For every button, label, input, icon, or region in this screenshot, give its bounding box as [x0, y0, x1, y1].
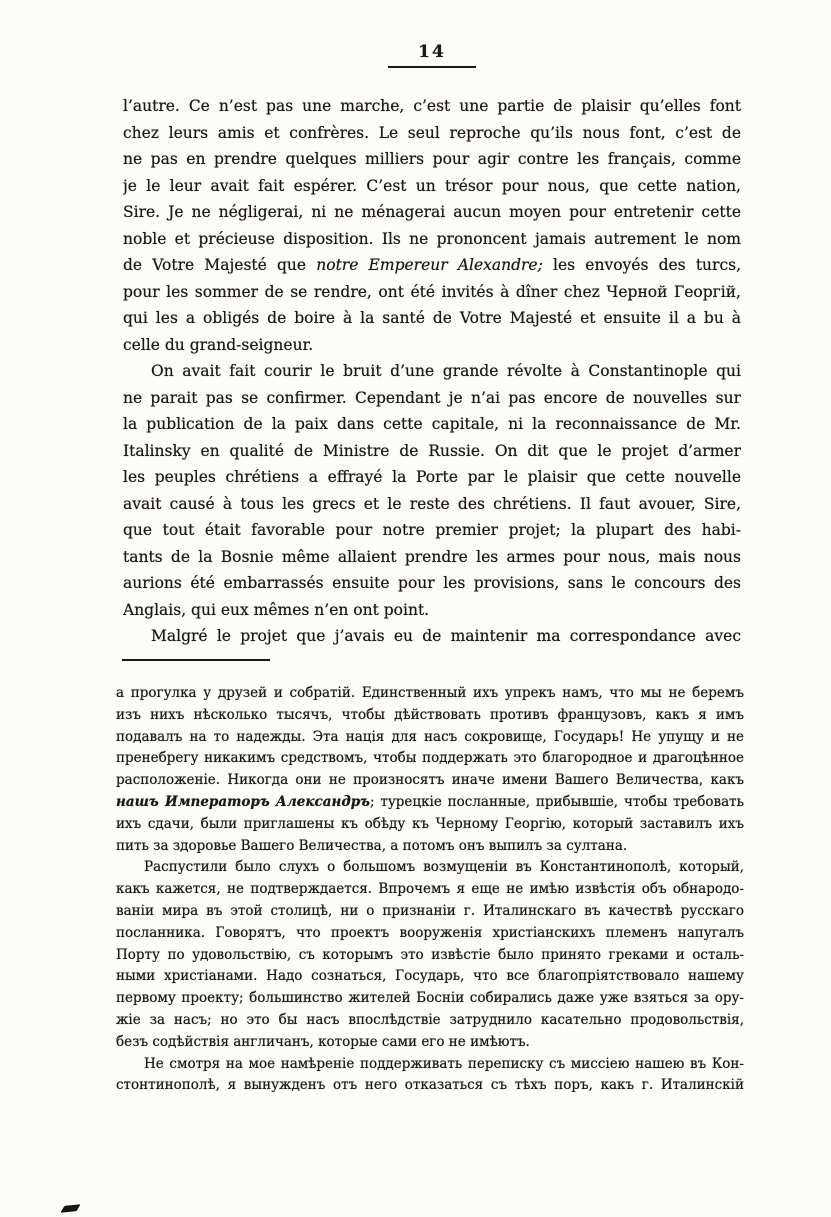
text-segment: ; турецкіе посланные, прибывшіе, чтобы требовать: [369, 793, 744, 810]
text-segment: On avait fait courir le bruit d’une grande révolte à Constantinople qui: [151, 362, 741, 380]
text-line: [123, 252, 741, 279]
text-segment: изъ нихъ нѣсколько тысячъ, чтобы дѣйствовать противъ французовъ, какъ я имъ: [116, 706, 744, 723]
text-segment: Sire. Je ne négligerai, ni ne ménagerai aucun moyen pour entretenir cette: [123, 203, 741, 221]
text-line: [123, 438, 741, 465]
text-segment: пить за здоровье Вашего Величества, а потомъ онъ выпилъ за султана.: [116, 837, 628, 854]
text-line: [123, 332, 741, 359]
text-segment: какъ кажется, не подтверждается. Впрочемъ я еще не имѣю извѣстія объ обнародо-: [116, 881, 744, 898]
text-line: [123, 305, 741, 332]
text-segment: ваніи мира въ этой столицѣ, ни о признаніи г. Италинскаго въ качествѣ русскаго: [116, 902, 744, 919]
text-segment: aurions été embarrassés ensuite pour les provisions, sans le concours des: [123, 574, 741, 592]
print-artifact: [60, 1204, 80, 1213]
text-segment: je le leur avait fait espérer. C’est un trésor pour nous, que cette nation,: [123, 176, 741, 195]
text-segment: tants de la Bosnie même allaient prendre les armes pour nous, mais nous: [123, 547, 741, 566]
footnote-separator: [122, 659, 270, 661]
text-line: [123, 93, 741, 120]
text-segment: подавалъ на то надежды. Эта нація для насъ сокровище, Государь! Не упущу и не: [116, 728, 744, 745]
text-segment: qui les a obligés de boire à la santé de Votre Majesté et ensuite il a bu à: [123, 309, 741, 327]
text-line: [123, 597, 741, 624]
text-segment: посланника. Говорятъ, что проектъ вооруженія христіанскихъ племенъ напугалъ: [116, 924, 744, 941]
text-line: [116, 1075, 744, 1097]
page-number-rule: [388, 66, 476, 68]
text-line: [123, 411, 741, 438]
text-line: [116, 792, 744, 814]
text-line: [116, 705, 744, 727]
emphasized-text: нашъ Императоръ Александръ: [116, 793, 370, 810]
text-line: [116, 879, 744, 901]
text-segment: Не смотря на мое намѣреніе поддерживать переписку съ миссіею нашею въ Кон-: [144, 1055, 744, 1072]
text-segment: les envoyés des turcs,: [542, 256, 741, 274]
text-line: [116, 1010, 744, 1032]
text-segment: l’autre. Ce n’est pas une marche, c’est une partie de plaisir qu’elles font: [123, 97, 741, 115]
text-line: [116, 836, 744, 858]
text-line: [116, 966, 744, 988]
text-segment: ne pas en prendre quelques milliers pour agir contre les français, comme: [123, 150, 741, 168]
text-line: [116, 988, 744, 1010]
text-segment: а прогулка у друзей и собратій. Единственный ихъ упрекъ намъ, что мы не беремъ: [116, 685, 744, 701]
text-line: [123, 623, 741, 650]
text-line: [123, 544, 741, 571]
text-line: [123, 358, 741, 385]
text-line: [123, 199, 741, 226]
text-segment: chez leurs amis et confrères. Le seul reproche qu’ils nous font, c’est de: [123, 123, 741, 142]
main-text-french: [123, 93, 741, 650]
text-line: [116, 1054, 744, 1076]
text-segment: ихъ сдачи, были приглашены къ обѣду къ Черному Георгію, который заставилъ ихъ: [116, 815, 744, 832]
emphasized-text: notre Empereur Alexandre;: [316, 256, 543, 274]
text-segment: Anglais, qui eux mêmes n’en ont point.: [123, 600, 430, 619]
text-line: [123, 570, 741, 597]
text-segment: Malgré le projet que j’avais eu de maintenir ma correspondance avec: [151, 627, 741, 645]
text-segment: la publication de la paix dans cette capitale, ni la reconnaissance de Mr.: [123, 415, 741, 433]
text-segment: noble et précieuse disposition. Ils ne prononcent jamais autrement le nom: [123, 229, 741, 248]
text-segment: de Votre Majesté que: [123, 256, 317, 274]
text-segment: pour les sommer de se rendre, ont été invités à dîner chez Черной Георгій,: [123, 282, 741, 301]
text-line: [123, 464, 741, 491]
text-line: [116, 727, 744, 749]
text-line: [123, 226, 741, 253]
text-segment: пренебрегу никакимъ средствомъ, чтобы поддержать это благородное и драгоцѣнное: [116, 750, 744, 767]
text-line: [116, 945, 744, 967]
text-line: [116, 857, 744, 879]
text-segment: ne parait pas se confirmer. Cependant je n’ai pas encore de nouvelles sur: [123, 388, 741, 407]
text-segment: Italinsky en qualité de Ministre de Russie. On dit que le projet d’armer: [123, 441, 741, 460]
text-segment: первому проекту; большинство жителей Босніи собирались даже уже взяться за ору-: [116, 990, 744, 1007]
text-line: [116, 683, 744, 705]
text-segment: жіе за насъ; но это бы насъ впослѣдствіе затруднило касательно продовольствія,: [116, 1011, 744, 1028]
text-line: [123, 173, 741, 200]
text-segment: расположеніе. Никогда они не произносятъ иначе имени Вашего Величества, какъ: [116, 772, 744, 789]
text-line: [116, 770, 744, 792]
text-segment: Распустили было слухъ о большомъ возмущеніи въ Константинополѣ, который,: [144, 859, 744, 876]
text-line: [123, 146, 741, 173]
text-line: [116, 923, 744, 945]
text-line: [123, 517, 741, 544]
text-line: [123, 120, 741, 147]
text-segment: les peuples chrétiens a effrayé la Porte par le plaisir que cette nouvelle: [123, 468, 741, 486]
footnote-text-russian: [116, 683, 744, 1097]
text-segment: Порту по удовольствію, съ которымъ это извѣстіе было принято греками и осталь-: [116, 946, 744, 963]
text-line: [116, 748, 744, 770]
text-line: [116, 901, 744, 923]
text-line: [123, 385, 741, 412]
text-segment: que tout était favorable pour notre premier projet; la plupart des habi-: [123, 521, 741, 539]
text-segment: безъ содѣйствія англичанъ, которые сами его не имѣютъ.: [116, 1033, 530, 1050]
text-segment: avait causé à tous les grecs et le reste des chrétiens. Il faut avouer, Sire,: [123, 494, 741, 513]
text-line: [123, 491, 741, 518]
page-number: 14: [418, 42, 446, 62]
text-segment: стонтинополѣ, я вынужденъ отъ него отказаться съ тѣхъ поръ, какъ г. Италинскій: [116, 1077, 744, 1094]
text-segment: ными христіанами. Надо сознаться, Государь, что все благопріятствовало нашему: [116, 968, 744, 985]
text-line: [116, 1032, 744, 1054]
text-line: [116, 814, 744, 836]
text-segment: celle du grand-seigneur.: [123, 335, 314, 354]
page-header: [123, 42, 741, 68]
text-line: [123, 279, 741, 306]
